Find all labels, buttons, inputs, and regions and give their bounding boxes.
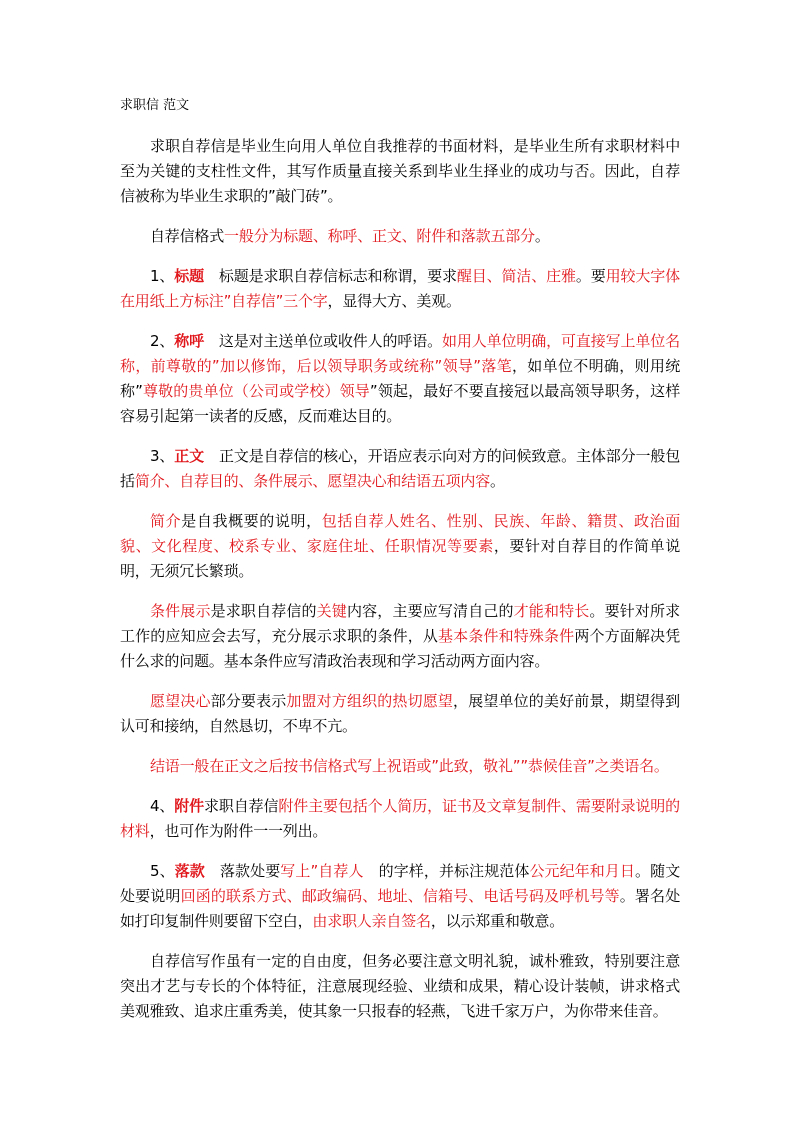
body-text: 5、 [150,862,175,880]
body-text: 。署名处如打印复制件则要留下空白， [120,887,680,930]
paragraph [120,264,680,314]
body-text: 自荐信写作虽有一定的自由度，但务必要注意文明礼貌，诚朴雅致，特别要注意突出才艺与专长的个体特征，注意展现经验、业绩和成果，精心设计装帧，讲求格式美观雅致、追求庄重秀美，使其象一只报春的轻燕，飞进千家万户，为你带来佳音。 [120,952,680,1020]
body-text: 这是对主送单位或收件人的呼语。 [204,332,443,350]
body-text: 内容，主要应写清自己的 [346,602,514,620]
highlighted-text: 落款 [174,862,205,880]
body-text: 自荐信格式 [150,227,225,245]
highlighted-text: 结语一般在正文之后按书信格式写上祝语或”此致，敬礼””恭候佳音”之类语名。 [150,757,669,775]
body-text: 求职自荐信是毕业生向用人单位自我推荐的书面材料，是毕业生所有求职材料中至为关键的支柱性文件，其写作质量直接关系到毕业生择业的成功与否。因此，自荐信被称为毕业生求职的”敲门砖”。 [120,137,680,205]
body-text: 。要针对所求工作的应知应会去写，充分展示求职的条件，从 [120,602,680,645]
body-text: 正文是自荐信的核心，开语应表示向对方的问候致意。主体部分一般包括 [120,447,680,490]
highlighted-text: 加盟对方组织的热切愿望 [286,692,454,710]
body-text: 。要 [575,267,606,285]
highlighted-text: 称呼 [174,332,205,350]
highlighted-text: 附件主要包括个人简历，证书及文章复制件、需要附录说明的材料 [120,797,680,840]
body-text: 的字样，并标注规范体 [378,862,530,880]
highlighted-text: 由求职人亲自签名 [312,912,431,930]
body-text: ，以示郑重和敬意。 [430,912,565,930]
highlighted-text: 尊敬的贵单位（公司或学校）领导 [142,382,370,400]
body-text: ，也可作为附件一一列出。 [149,822,328,840]
highlighted-text: 条件展示 [150,602,211,620]
body-text: 是自我概要的说明， [181,512,322,530]
paragraph [120,599,680,674]
highlighted-text: 正文 [174,447,205,465]
highlighted-text: 如用人单位明确，可直接写上单位名称，前尊敬的”加以修饰，后以领导职务或统称”领导”落笔 [120,332,680,375]
paragraph [120,689,680,739]
body-text: ，如单位不明确，则用统称” [120,357,680,400]
highlighted-text: 才能和特长 [513,602,590,620]
paragraph [120,224,680,249]
paragraph [120,794,680,844]
body-text: 。 [534,227,550,245]
body-text: ，展望单位的美好前景，期望得到认可和接纳，自然恳切，不卑不亢。 [120,692,680,735]
highlighted-text: 包括自荐人姓名、性别、民族、年龄、籍贯、政治面貌、文化程度、校系专业、家庭住址、任职情况等要素 [120,512,681,555]
body-text: 部分要表示 [210,692,287,710]
highlighted-text: 关键 [316,602,347,620]
document-title: 求职信 范文 [120,98,190,113]
body-text: 1、 [150,267,175,285]
highlighted-text: 愿望决心 [150,692,211,710]
document-page [120,96,680,1039]
paragraph [120,134,680,209]
paragraph [120,444,680,494]
highlighted-text: 基本条件和特殊条件 [438,627,575,645]
body-text: 落款处要 [204,862,281,880]
highlighted-text: 一般分为标题、称呼、正文、附件和落款五部分 [224,227,535,245]
highlighted-text: 回函的联系方式、邮政编码、地址、信箱号、电话号码及呼机号等 [180,887,620,905]
body-text: 求职自荐信 [204,797,279,815]
highlighted-text: 用较大字体在用纸上方标注”自荐信”三个字 [120,267,680,310]
paragraph [120,754,680,779]
highlighted-text: 简介、自荐目的、条件展示、愿望决心和结语五项内容 [134,472,491,490]
paragraph [120,859,680,934]
highlighted-text: 写上”自荐人 [280,862,379,880]
paragraph [120,509,680,584]
highlighted-text: 醒目、简洁、庄雅 [456,267,576,285]
body-text: 。 [490,472,505,490]
highlighted-text: 公元纪年和月日 [529,862,636,880]
document-body [120,134,680,1024]
highlighted-text: 附件 [174,797,205,815]
body-text: 两个方面解决凭什么求的问题。基本条件应写清政治表现和学习活动两方面内容。 [120,627,680,670]
paragraph [120,949,680,1024]
body-text: 4、 [150,797,175,815]
body-text: 。随文处要说明 [120,862,680,905]
body-text: ，要针对自荐目的作简单说明，无须冗长繁琐。 [120,537,681,580]
paragraph [120,329,680,429]
body-text: 标题是求职自荐信标志和称谓，要求 [204,267,457,285]
body-text: ”领起，最好不要直接冠以最高领导职务，这样容易引起第一读者的反感，反而难达目的。 [120,382,680,425]
highlighted-text: 标题 [174,267,205,285]
body-text: 是求职自荐信的 [210,602,317,620]
body-text: 3、 [150,447,175,465]
highlighted-text: 简介 [150,512,182,530]
body-text: 2、 [150,332,175,350]
body-text: ，显得大方、美观。 [327,292,461,310]
